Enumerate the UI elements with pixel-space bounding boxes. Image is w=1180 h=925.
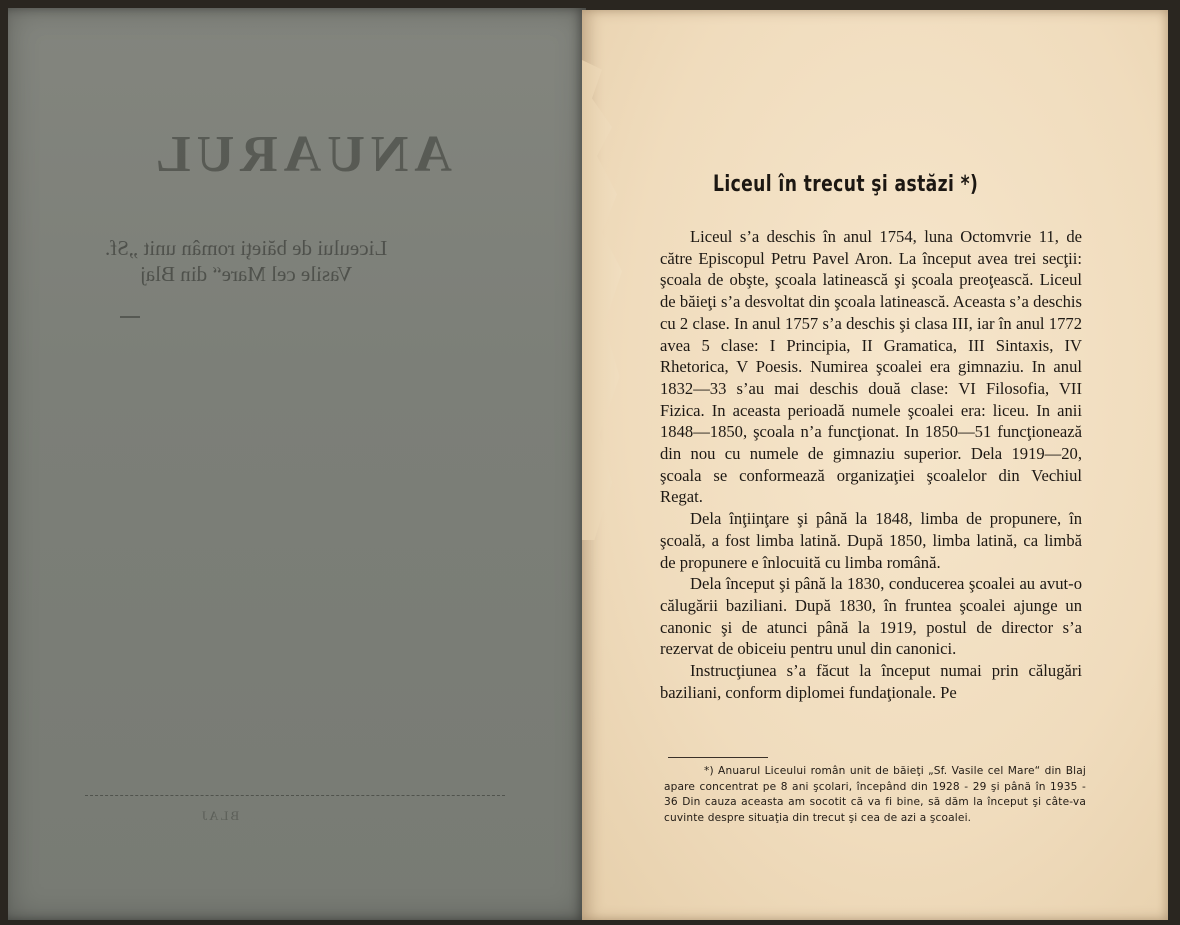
paragraph-4: Instrucţiunea s’a făcut la început numai prin călugări baziliani, conform diplomei fundaţionale. Pe — [660, 661, 1082, 702]
page-title: Liceul în trecut şi astăzi *) — [713, 172, 979, 197]
footnote — [664, 764, 1086, 826]
bleed-through-line-2: Vasile cel Mare“ din Blaj — [140, 262, 353, 286]
bleed-through-line-1: Liceului de băieţi român unit „Sf. — [105, 236, 388, 260]
body-text — [660, 226, 1082, 703]
bleed-through-rule — [85, 795, 505, 796]
footnote-divider — [668, 757, 768, 758]
bleed-through-dash — [120, 316, 140, 318]
bleed-through-title: ANUARUL — [150, 126, 452, 183]
paragraph-2: Dela înţiinţare şi până la 1848, limba de propunere, în şcoală, a fost limba latină. După 1850, limba latină, ca limbă de propunere e înlocuită cu limba română. — [660, 509, 1082, 572]
bleed-through-footer: BLAJ — [200, 808, 240, 823]
paragraph-3: Dela început şi până la 1830, conducerea şcoalei au avut-o călugării baziliani. După 1830, în fruntea şcoalei ajunge un canonic şi de atunci până la 1919, postul de director s’a rezervat de obiceiu pentru unul din canonici. — [660, 574, 1082, 659]
paragraph-1: Liceul s’a deschis în anul 1754, luna Octomvrie 11, de către Episcopul Petru Pavel Aron. La început avea trei secţii: şcoala de obşte, şcoala latinească şi şcoala preoţească. Liceul de băieţi s’a desvoltat din şcoala latinească. Aceasta s’a deschis cu 2 clase. In anul 1757 s’a deschis şi clasa III, iar în anul 1772 avea 5 clase: I Principia, II Gramatica, III Sintaxis, IV Rhetorica, V Poesis. Numirea şcoalei era gimnaziu. In anul 1832—33 s’au mai deschis două clase: VI Filosofia, VII Fizica. In aceasta perioadă numele şcoalei era: liceu. In anii 1848—1850, şcoala n’a funcţionat. In 1850—51 funcţionează din nou cu numele de gimnaziu superior. Dela 1919—20, şcoala se conformează organizaţiei şcoalelor din Vechiul Regat. — [660, 227, 1082, 507]
footnote-text: *) Anuarul Liceului român unit de băieţi „Sf. Vasile cel Mare“ din Blaj apare concentrat pe 8 ani şcolari, începând din 1928 - 29 şi până în 1935 - 36 Din cauza aceasta am socotit că va fi bine, să dăm la început şi câte-va cuvinte despre situaţia din trecut şi cea de azi a şcoalei. — [664, 765, 1086, 824]
